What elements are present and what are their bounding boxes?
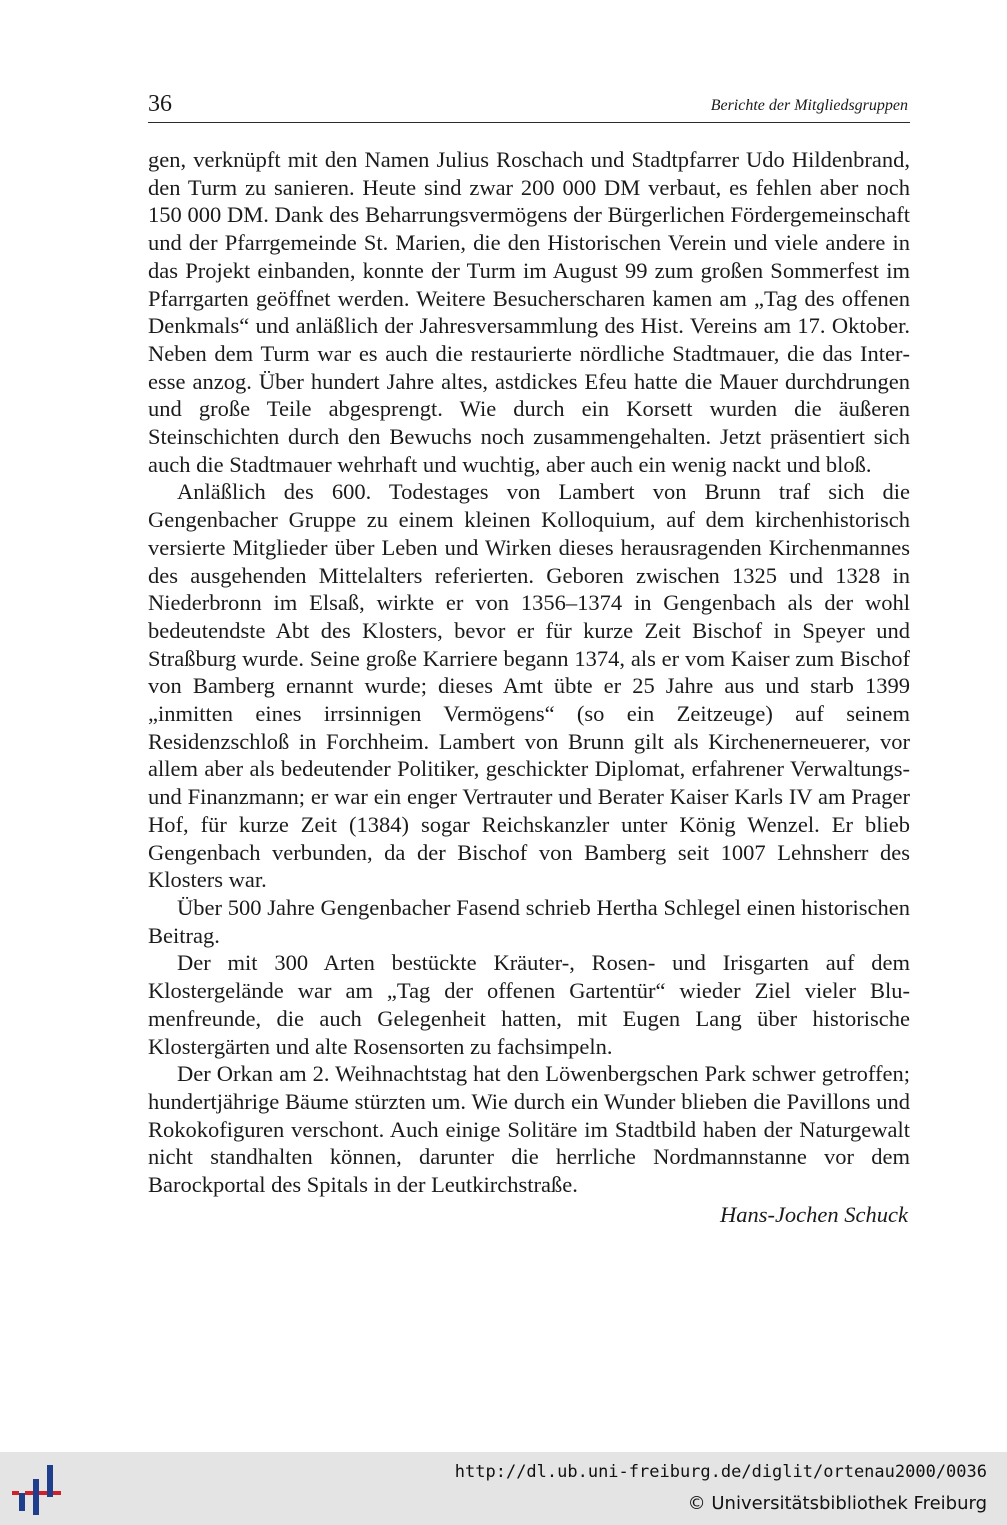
running-head [148,86,910,123]
paragraph: gen, verknüpft mit den Namen Julius Roschach und Stadtpfarrer Udo Hildenbrand, den Turm zu sanieren. Heute sind zwar 200 000 DM verbaut, es fehlen aber noch 150 000 DM. Dank des Beharrungsvermögens der Bürgerlichen Fördergemeinschaft und der Pfarrgemeinde St. Marien, die den Historischen Verein und viele andere in das Projekt einbanden, konnte der Turm im August 99 zum großen Sommerfest im Pfarrgarten geöffnet werden. Weitere Besucherscharen kamen am „Tag des offenen Denkmals“ und anläßlich der Jahresversammlung des Hist. Vereins am 17. Oktober. Neben dem Turm war es auch die restaurierte nördliche Stadtmauer, die das Interesse anzog. Über hundert Jahre altes, astdickes Efeu hatte die Mauer durchdrungen und große Teile abgesprengt. Wie durch ein Korsett wurden die äußeren Steinschichten durch den Bewuchs noch zusammengehalten. Jetzt präsentiert sich auch die Stadtmauer wehrhaft und wuchtig, aber auch ein wenig nackt und bloß. [148,147,910,477]
paragraph: Der Orkan am 2. Weihnachtstag hat den Löwenbergschen Park schwer getroffen; hundertjährige Bäume stürzten um. Wie durch ein Wunder blieben die Pavillons und Rokokofiguren verschont. Auch einige Solitäre im Stadtbild haben der Naturgewalt nicht standhalten können, darunter die herrliche Nordmannstanne vor dem Barockportal des Spitals in der Leutkirchstraße. [148,1061,910,1198]
source-url-link[interactable]: http://dl.ub.uni-freiburg.de/diglit/ortenau2000/0036 [454,1462,987,1482]
body-text [148,146,910,1228]
ub-freiburg-logo-icon [12,1463,64,1515]
copyright-notice: © Universitätsbibliothek Freiburg [687,1493,987,1514]
author-signature: Hans-Jochen Schuck [719,1201,908,1227]
paragraph: Über 500 Jahre Gengenbacher Fasend schrieb Hertha Schlegel einen historischen Beitrag. [148,894,910,948]
paragraph: Anläßlich des 600. Todestages von Lambert von Brunn traf sich die Gengenbacher Gruppe zu einem kleinen Kolloquium, auf dem kirchenhistorisch versierte Mitglieder über Leben und Wirken dieses herausragenden Kirchenmannes des ausgehenden Mittelalters referierten. Geboren zwischen 1325 und 1328 in Niederbronn im Elsaß, wirkte er von 1356–1374 in Gengenbach als der wohl bedeutendste Abt des Klosters, bevor er für kurze Zeit Bischof in Speyer und Straßburg wurde. Seine große Karriere begann 1374, als er vom Kaiser zum Bischof von Bamberg ernannt wurde; dieses Amt übte er 25 Jahre aus und starb 1399 „inmitten eines irrsinnigen Vermögens“ (so ein Zeitzeuge) auf seinem Residenzschloß in Forchheim. Lambert von Brunn gilt als Kirchenerneuerer, vor allem aber als bedeutender Politiker, geschickter Diplomat, erfahrener Verwaltungs- und Finanzmann; er war ein enger Vertrauter und Berater Kaiser Karls IV am Prager Hof, für kurze Zeit (1384) sogar Reichskanzler unter König Wenzel. Er blieb Gengenbach verbunden, da der Bischof von Bamberg seit 1007 Lehnsherr des Klosters war. [148,479,910,893]
page-number: 36 [148,91,172,117]
footer-bar [0,1452,1007,1525]
paragraph: Der mit 300 Arten bestückte Kräuter-, Rosen- und Irisgarten auf dem Klostergelände war am „Tag der offenen Gartentür“ wieder Ziel vieler Blumenfreunde, die auch Gelegenheit hatten, mit Eugen Lang über historische Klostergärten und alte Rosensorten zu fachsimpeln. [148,950,910,1059]
section-title: Berichte der Mitgliedsgruppen [710,97,908,114]
